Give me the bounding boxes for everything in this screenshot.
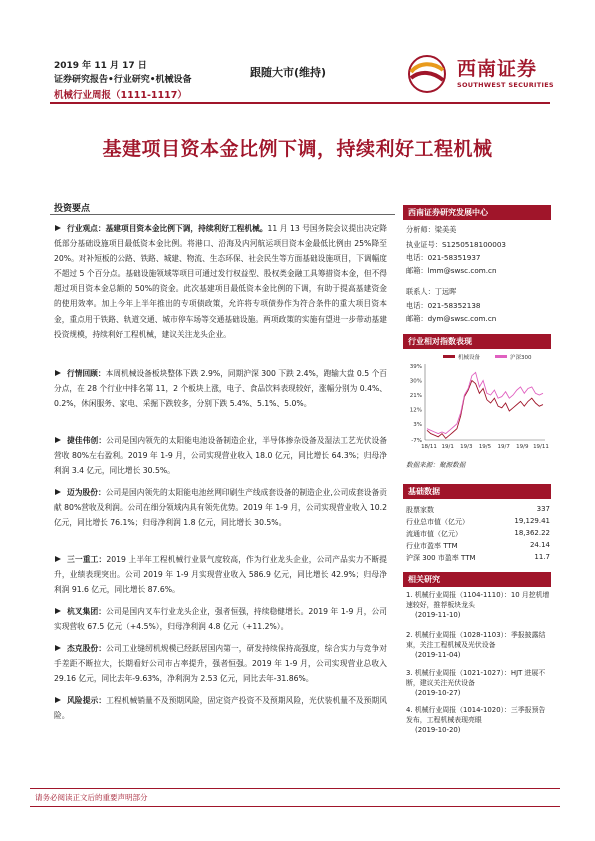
paragraph-text: 公司是国内领先的太阳能电池丝网印刷生产线成套设备的制造企业,公司成套设备贡献 80%营收及利润。公司在细分领域内具有领先优势。2019 年 1-9 月，公司实现营业收入 10.2 亿元，同比增长 76.1%；归母净利润 1.8 亿元，同比增长 30.5%。 xyxy=(54,488,387,528)
related-date: (2019-10-27) xyxy=(415,689,461,697)
cert-label: 执业证号： xyxy=(406,240,442,249)
email-label: 邮箱： xyxy=(406,266,428,275)
contact-phone-line xyxy=(406,301,480,312)
related-research-header: 相关研究 xyxy=(403,572,551,587)
basic-row xyxy=(406,529,550,539)
paragraph-jack xyxy=(54,641,387,686)
related-title[interactable]: 机械行业周报（1104-1110）：10 月挖机增速较好，推荐板块龙头 xyxy=(406,591,550,609)
y-tick-label: 21% xyxy=(409,392,422,399)
basic-row xyxy=(406,505,550,515)
legend-swatch xyxy=(495,355,507,358)
report-date: 2019 年 11 月 17 日 xyxy=(54,61,147,71)
related-number: 2. xyxy=(406,631,413,639)
phone-line xyxy=(406,253,480,264)
basic-row-label: 行业市盈率 TTM xyxy=(406,542,458,550)
paragraph-key: 风险提示： xyxy=(67,696,107,705)
x-tick-label: 19/7 xyxy=(497,444,510,450)
related-date: (2019-11-10) xyxy=(415,611,461,619)
legend-label: 机械设备 xyxy=(458,355,481,361)
contact-email-link[interactable]: dym@swsc.com.cn xyxy=(427,314,497,323)
paragraph-key: 捷佳伟创： xyxy=(67,436,107,445)
basic-row xyxy=(406,517,550,527)
y-tick-label: 39% xyxy=(409,364,422,370)
bullet-icon xyxy=(54,697,64,703)
related-item[interactable] xyxy=(406,705,551,735)
cert-line xyxy=(406,240,506,251)
bullet-icon xyxy=(54,370,64,376)
x-tick-label: 19/1 xyxy=(441,444,454,450)
basic-row-value: 18,362.22 xyxy=(514,529,550,537)
chart-series xyxy=(427,372,543,438)
related-number: 1. xyxy=(406,591,413,599)
paragraph-risk xyxy=(54,693,387,723)
related-date: (2019-11-04) xyxy=(415,651,461,659)
email-link[interactable]: lmm@swsc.com.cn xyxy=(427,266,497,275)
header-divider xyxy=(50,102,550,104)
x-tick-label: 19/3 xyxy=(460,444,473,450)
basic-row-label: 股票家数 xyxy=(406,506,434,514)
paragraph-text: 公司是国内叉车行业龙头企业，强者恒强，持续稳健增长。2019 年 1-9 月，公司实现营收 67.5 亿元（+4.5%），归母净利润 4.8 亿元（+11.2%）。 xyxy=(54,607,387,632)
chart-y-ticks xyxy=(410,364,422,444)
paragraph-key: 行业观点：基建项目资本金比例下调，持续利好工程机械。 xyxy=(67,224,268,233)
related-date: (2019-10-20) xyxy=(415,726,461,734)
series-line xyxy=(427,381,543,439)
paragraph-key: 三一重工： xyxy=(67,555,107,564)
y-tick-label: 3% xyxy=(413,421,422,428)
report-issue: 机械行业周报（1111-1117） xyxy=(54,90,187,101)
brand-name: 西南证券 xyxy=(457,58,538,80)
chart-header: 行业相对指数表现 xyxy=(403,334,551,349)
basic-row-value: 19,129.41 xyxy=(514,517,550,525)
basic-row xyxy=(406,541,550,551)
bullet-icon xyxy=(54,608,64,614)
chart-legend xyxy=(443,353,532,361)
x-tick-label: 19/5 xyxy=(478,444,492,450)
phone-label: 电话： xyxy=(406,253,428,262)
chart-x-ticks xyxy=(421,444,549,450)
paragraph-key: 杭叉集团： xyxy=(67,607,107,616)
contact-name: 丁远晖 xyxy=(434,287,457,296)
related-title[interactable]: 机械行业周报（1014-1020）：三季报预告发布，工程机械表现亮眼 xyxy=(406,706,546,724)
paragraph-maiwei xyxy=(54,485,387,530)
basic-row-value: 11.7 xyxy=(534,553,550,561)
chart-source: 数据来源：聚源数据 xyxy=(406,461,466,469)
analyst-name: 梁美美 xyxy=(434,225,457,234)
related-item[interactable] xyxy=(406,630,551,660)
bullet-icon xyxy=(54,225,64,231)
email-line[interactable] xyxy=(406,266,497,277)
paragraph-text: 公司是国内领先的太阳能电池设备制造企业，半导体掺杂设备及湿法工艺光伏设备营收 80%左右盈利。2019 年 1-9 月，公司实现营业收入 18.0 亿元，同比增长 64.3%；归母净利润 3.4 亿元，同比增长 30.5%。 xyxy=(54,436,387,476)
legend-swatch xyxy=(443,355,455,358)
y-tick-label: 12% xyxy=(409,407,422,414)
footer-divider xyxy=(30,788,560,789)
phone-number: 021-58351937 xyxy=(427,253,481,262)
x-tick-label: 18/11 xyxy=(421,444,437,450)
x-tick-label: 19/9 xyxy=(516,444,529,450)
paragraph-text: 2019 上半年工程机械行业景气度较高，作为行业龙头企业，公司产品实力不断提升，业绩表现突出。公司 2019 年 1-9 月实现营业收入 586.9 亿元，同比增长 42.9%；归母净利润 91.6 亿元，同比增长 87.6%。 xyxy=(54,555,387,595)
cert-number: S1250518100003 xyxy=(441,240,506,249)
paragraph-jiejiaweichuang xyxy=(54,433,387,478)
legend-label: 沪深300 xyxy=(510,355,532,361)
related-item[interactable] xyxy=(406,590,551,620)
footer-disclaimer: 请务必阅读正文后的重要声明部分 xyxy=(35,793,148,802)
basic-row-value: 337 xyxy=(536,505,550,513)
series-line xyxy=(427,372,543,433)
paragraph-text: 本周机械设备板块整体下跌 2.9%，同期沪深 300 下跌 2.4%，跑输大盘 0.5 个百分点，在 28 个行业中排名第 11，2 个板块上涨，电子、食品饮料表现较好，涨幅分别为 0.4%、0.2%，休闲服务、家电、采掘下跌较多，分别下跌 5.4%、5.1%、5.0%。 xyxy=(54,369,387,409)
related-item[interactable] xyxy=(406,668,551,698)
contact-label: 联系人： xyxy=(406,287,435,296)
paragraph-key: 杰克股份： xyxy=(67,644,107,653)
contact-phone-label: 电话： xyxy=(406,301,428,310)
basic-row-label: 沪深 300 市盈率 TTM xyxy=(406,554,476,562)
analyst-line xyxy=(406,225,456,236)
y-tick-label: 30% xyxy=(409,378,422,385)
basic-row-value: 24.14 xyxy=(529,541,550,549)
paragraph-key: 行情回顾： xyxy=(67,369,106,378)
y-tick-label: -7% xyxy=(411,438,422,444)
brand-logo-icon xyxy=(405,54,449,94)
paragraph-industry-view xyxy=(54,221,387,342)
contact-phone: 021-58352138 xyxy=(427,301,481,310)
invest-divider xyxy=(50,214,395,215)
related-title[interactable]: 机械行业周报（1028-1103）：季报披露结束，关注工程机械及光伏设备 xyxy=(406,631,546,649)
related-number: 4. xyxy=(406,706,413,714)
basic-row-label: 流通市值（亿元） xyxy=(406,530,462,538)
paragraph-hangcha xyxy=(54,604,387,634)
paragraph-text: 11 月 13 号国务院会议提出决定降低部分基础设施项目最低资本金比例。将港口、沿海及内河航运项目资本金最低比例由 25%降至 20%。对补短板的公路、铁路、城建、物流、生态环保、社会民生等方面基础设施项目，下调幅度不超过 5 个百分点。基础设施领域等项目可通过发行权益型、股权类金融工具筹措资本金，但不得超过项目资本金总额的 50%的资金。此次基建项目最低资本金比例的下调，有助于提高基建资金的使用效率。加上今年上半年推出的专项债政策，允许将专项债券作为符合条件的重大项目资本金，重点用于铁路、轨道交通、城市停车场等交通基础设施。两项政策的实施有望进一步带动基建投资规模，持续利好工程机械，建议关注龙头企业。 xyxy=(54,224,387,339)
basic-row xyxy=(406,553,550,563)
paragraph-market-review xyxy=(54,366,387,411)
contact-email-line[interactable] xyxy=(406,314,496,325)
bullet-icon xyxy=(54,489,64,495)
report-title: 基建项目资本金比例下调，持续利好工程机械 xyxy=(102,138,493,160)
paragraph-sany xyxy=(54,552,387,597)
industry-rating: 跟随大市(维持) xyxy=(250,66,327,79)
bullet-icon xyxy=(54,645,64,651)
research-center-header: 西南证券研究发展中心 xyxy=(403,205,551,220)
x-tick-label: 19/11 xyxy=(533,444,549,450)
report-category: 证券研究报告•行业研究•机械设备 xyxy=(54,75,192,85)
basic-row-label: 行业总市值（亿元） xyxy=(406,518,469,526)
brand-name-en: SOUTHWEST SECURITIES xyxy=(457,81,554,89)
bullet-icon xyxy=(54,556,64,562)
related-number: 3. xyxy=(406,669,413,677)
related-title[interactable]: 机械行业周报（1021-1027）：HJT 进展不断，建议关注光伏设备 xyxy=(406,669,546,687)
paragraph-text: 工程机械销量不及预期风险，固定资产投资不及预期风险，光伏装机量不及预期风险。 xyxy=(54,696,387,721)
invest-heading: 投资要点 xyxy=(54,204,91,214)
contact-email-label: 邮箱： xyxy=(406,314,428,323)
relative-index-chart xyxy=(403,352,551,457)
footer-divider-bottom xyxy=(30,806,560,807)
basic-data-header: 基础数据 xyxy=(403,484,551,499)
paragraph-key: 迈为股份： xyxy=(67,488,106,497)
bullet-icon xyxy=(54,437,64,443)
paragraph-text: 公司工业缝纫机规模已经跃居国内第一，研发持续保持高强度，综合实力与竞争对手差距不断拉大，长期看好公司市占率提升，强者恒强。2019 年 1-9 月，公司实现营业总收入 29.16 亿元，同比去年-9.63%，净利润为 2.53 亿元，同比去年-31.86%。 xyxy=(54,644,387,684)
contact-line xyxy=(406,287,456,298)
analyst-label: 分析师： xyxy=(406,225,435,234)
